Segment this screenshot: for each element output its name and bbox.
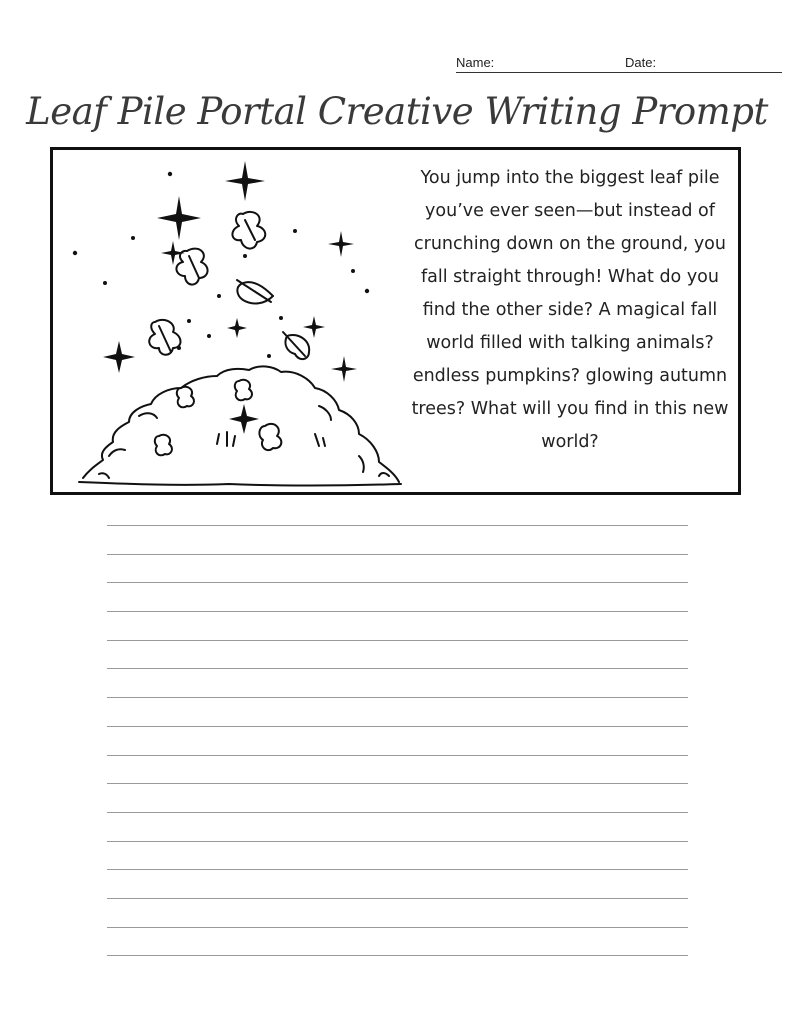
leaf-pile-icon [79,366,401,485]
writing-line[interactable] [107,668,688,697]
writing-line[interactable] [107,927,688,956]
dot-icon [73,172,369,358]
writing-line[interactable] [107,955,688,984]
prompt-box [50,147,741,495]
writing-lines[interactable] [107,525,688,984]
writing-line[interactable] [107,554,688,583]
writing-line[interactable] [107,525,688,554]
sparkle-icon [103,161,357,434]
name-label: Name: [456,55,495,70]
writing-line[interactable] [107,869,688,898]
writing-line[interactable] [107,841,688,870]
writing-line[interactable] [107,726,688,755]
prompt-text: You jump into the biggest leaf pile you’ve ever seen—but instead of crunching down on the ground, you fall straight through! What do you find the other side? A magical fall world filled with talking animals? endless pumpkins? glowing autumn trees? What will you find in this new world? [411,168,729,452]
writing-line[interactable] [107,755,688,784]
page-title: Leaf Pile Portal Creative Writing Prompt [26,90,768,133]
writing-line[interactable] [107,697,688,726]
writing-line[interactable] [107,611,688,640]
writing-line[interactable] [107,582,688,611]
date-label: Date: [625,55,657,70]
name-date-header [456,54,782,73]
writing-line[interactable] [107,640,688,669]
writing-line[interactable] [107,783,688,812]
leaf-pile-illustration [69,156,409,488]
writing-line[interactable] [107,812,688,841]
writing-line[interactable] [107,898,688,927]
